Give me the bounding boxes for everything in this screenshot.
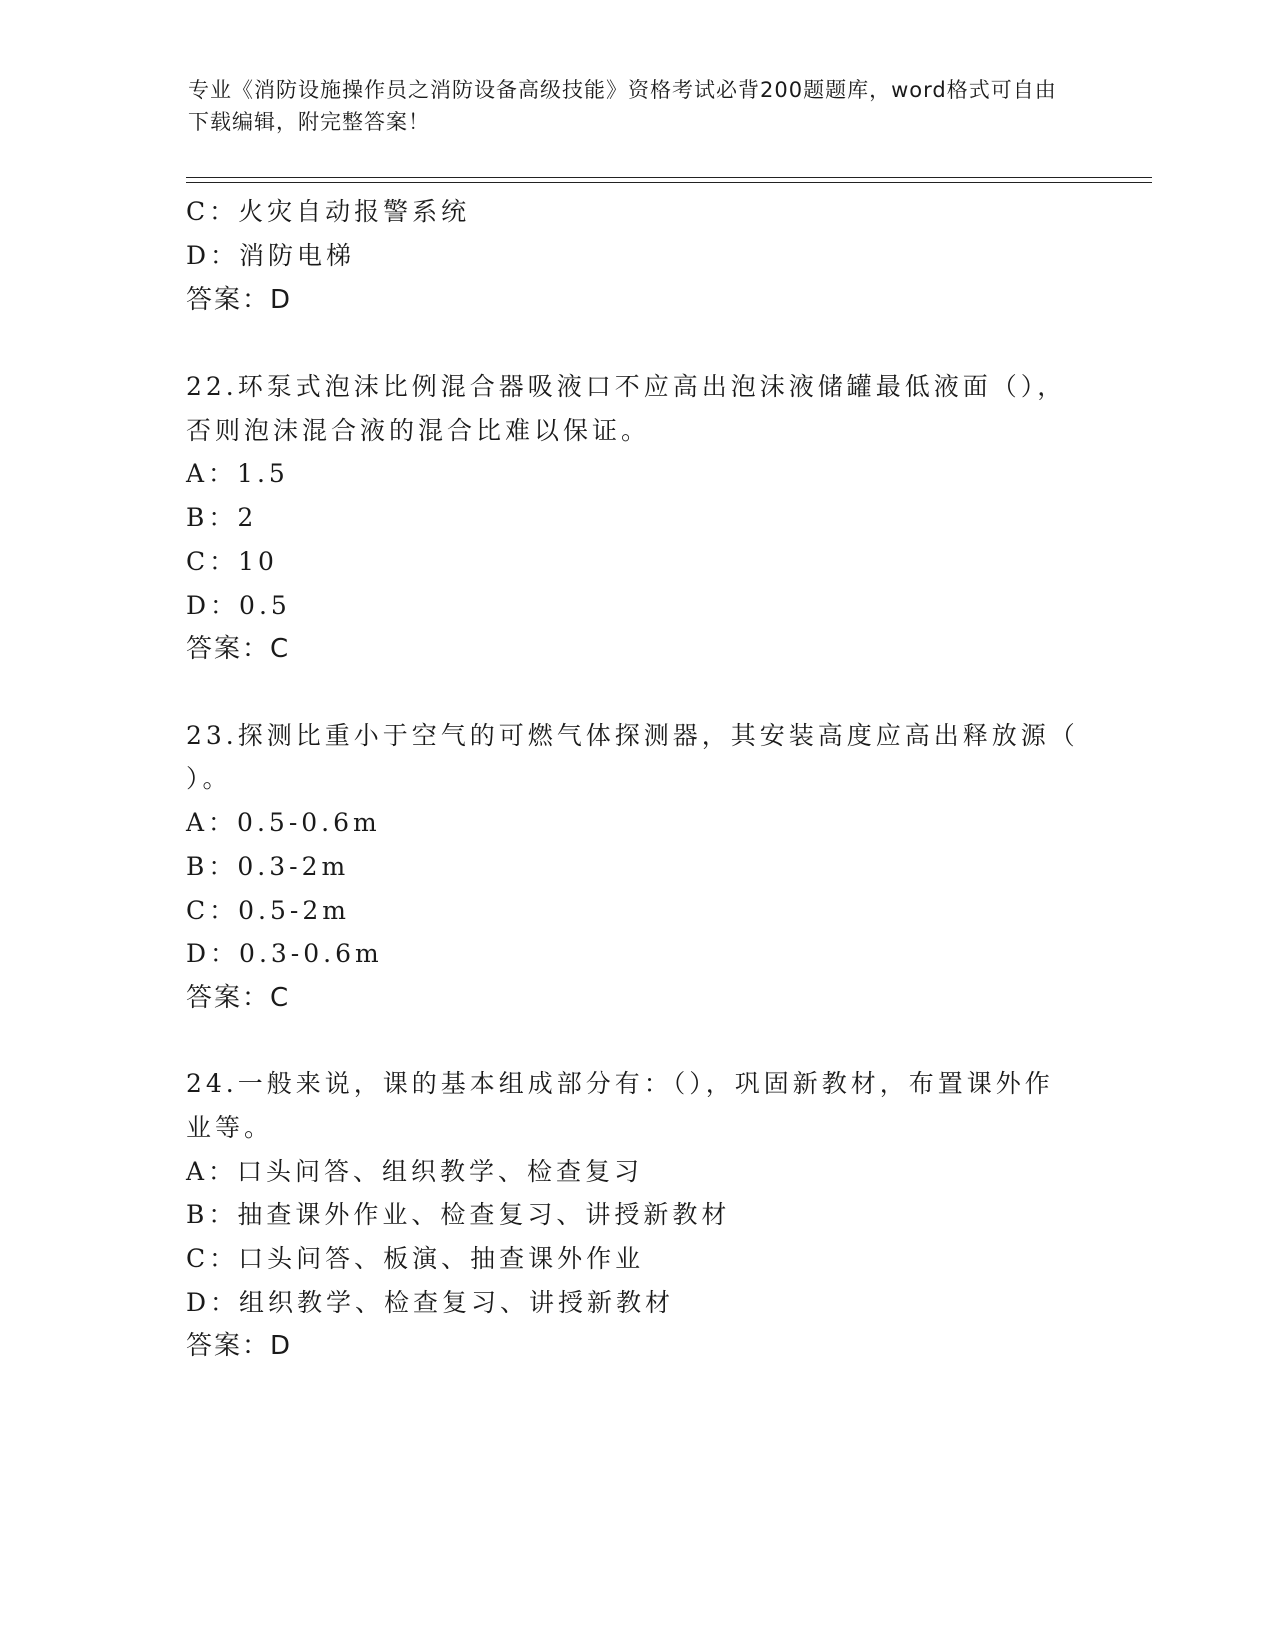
answer-label: 答案： — [186, 634, 271, 664]
option-line: C：10 — [186, 547, 278, 576]
option-line: C：火灾自动报警系统 — [186, 197, 471, 226]
option-line: D：0.5 — [186, 591, 291, 620]
answer-line — [186, 977, 288, 1014]
option-line: B：抽查课外作业、检查复习、讲授新教材 — [186, 1200, 731, 1229]
question-stem: 22.环泵式泡沫比例混合器吸液口不应高出泡沫液储罐最低液面（）， — [186, 372, 1067, 401]
answer-label: 答案： — [186, 983, 271, 1013]
question-stem: ）。 — [186, 764, 232, 793]
option-line: A：1.5 — [186, 459, 289, 488]
question-stem: 24.一般来说，课的基本组成部分有：（），巩固新教材，布置课外作 — [186, 1069, 1054, 1098]
option-line: D：消防电梯 — [186, 241, 356, 270]
option-line: D：0.3-0.6m — [186, 939, 383, 968]
option-line: B：0.3-2m — [186, 852, 350, 881]
question-stem: 否则泡沫混合液的混合比难以保证。 — [186, 416, 651, 445]
header-rule-bottom — [186, 182, 1152, 183]
option-line: A：口头问答、组织教学、检查复习 — [186, 1157, 644, 1186]
answer-line — [186, 1325, 290, 1362]
option-line: B：2 — [186, 503, 258, 532]
answer-label: 答案： — [186, 285, 271, 315]
answer-value: D — [270, 1331, 291, 1361]
answer-value: D — [270, 285, 291, 315]
header-rule-top — [186, 177, 1152, 178]
answer-line — [186, 628, 288, 665]
answer-value: C — [270, 983, 289, 1013]
option-line: C：0.5-2m — [186, 896, 350, 925]
option-line: D：组织教学、检查复习、讲授新教材 — [186, 1288, 675, 1317]
option-line: A：0.5-0.6m — [186, 808, 381, 837]
question-stem: 业等。 — [186, 1113, 274, 1142]
answer-line — [186, 279, 290, 316]
question-stem: 23.探测比重小于空气的可燃气体探测器，其安装高度应高出释放源（ — [186, 721, 1079, 750]
document-header: 专业《消防设施操作员之消防设备高级技能》资格考试必背200题题库，word格式可自由下载编辑，附完整答案！ — [188, 78, 1057, 134]
option-line: C：口头问答、板演、抽查课外作业 — [186, 1244, 645, 1273]
answer-label: 答案： — [186, 1331, 271, 1361]
answer-value: C — [270, 634, 289, 664]
